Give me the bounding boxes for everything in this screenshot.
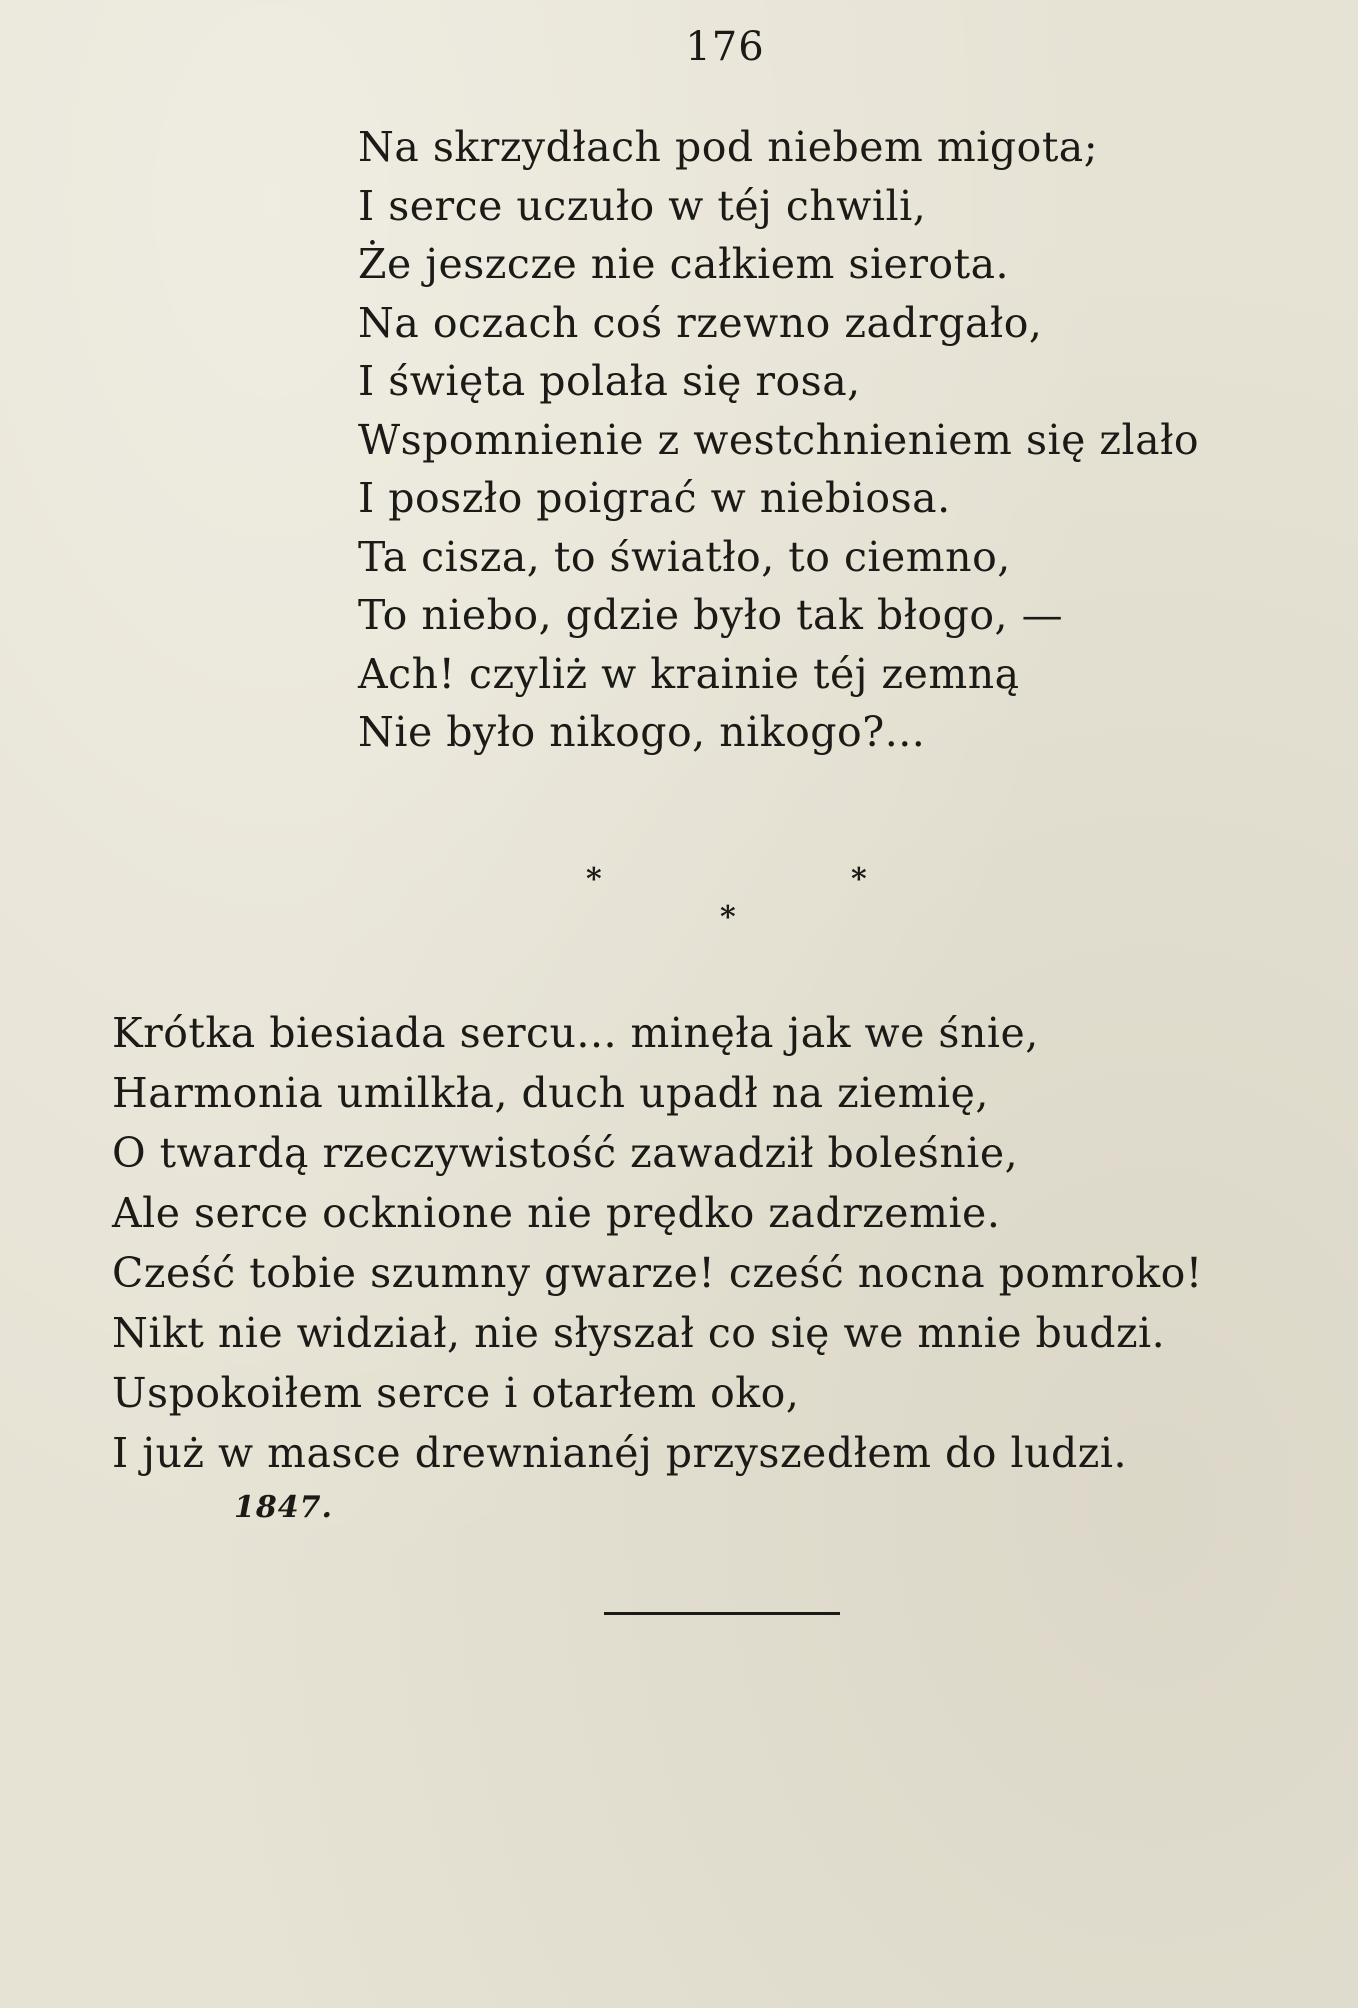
verse-line: Cześć tobie szumny gwarze! cześć nocna pomroko! (112, 1249, 1203, 1297)
asterisk: * (720, 900, 736, 935)
verse-line: I serce uczuło w téj chwili, (358, 181, 927, 230)
asterisk: * (586, 862, 602, 897)
verse-line: O twardą rzeczywistość zawadził boleśnie, (112, 1129, 1019, 1177)
verse-line: Harmonia umilkła, duch upadł na ziemię, (112, 1069, 989, 1117)
verse-line: I poszło poigrać w niebiosa. (358, 474, 951, 522)
verse-line: Uspokoiłem serce i otarłem oko, (112, 1369, 800, 1417)
stanza-top (358, 118, 1199, 762)
verse-line: Ta cisza, to światło, to ciemno, (358, 532, 1011, 581)
verse-line: I już w masce drewnianéj przyszedłem do ludzi. (112, 1429, 1128, 1477)
verse-line: Że jeszcze nie całkiem sierota. (358, 240, 1010, 288)
verse-line: Na skrzydłach pod niebem migota; (358, 123, 1099, 171)
stanza-bottom (112, 1003, 1203, 1483)
verse-line: Wspomnienie z westchnieniem się zlało (358, 415, 1200, 464)
poem-date: 1847. (234, 1490, 333, 1525)
verse-line: To niebo, gdzie było tak błogo, — (358, 591, 1064, 639)
asterisk: * (851, 862, 867, 897)
verse-line: Ale serce ocknione nie prędko zadrzemie. (112, 1189, 1001, 1237)
verse-line: Nikt nie widział, nie słyszał co się we mnie budzi. (112, 1309, 1166, 1357)
verse-line: I święta polała się rosa, (358, 357, 861, 405)
verse-line: Na oczach coś rzewno zadrgało, (358, 298, 1043, 347)
verse-line: Krótka biesiada sercu... minęła jak we śnie, (112, 1009, 1039, 1057)
page-number: 176 (685, 24, 765, 70)
verse-line: Ach! czyliż w krainie téj zemną (358, 649, 1020, 698)
section-end-rule (604, 1612, 840, 1615)
verse-line: Nie było nikogo, nikogo?... (358, 708, 926, 756)
